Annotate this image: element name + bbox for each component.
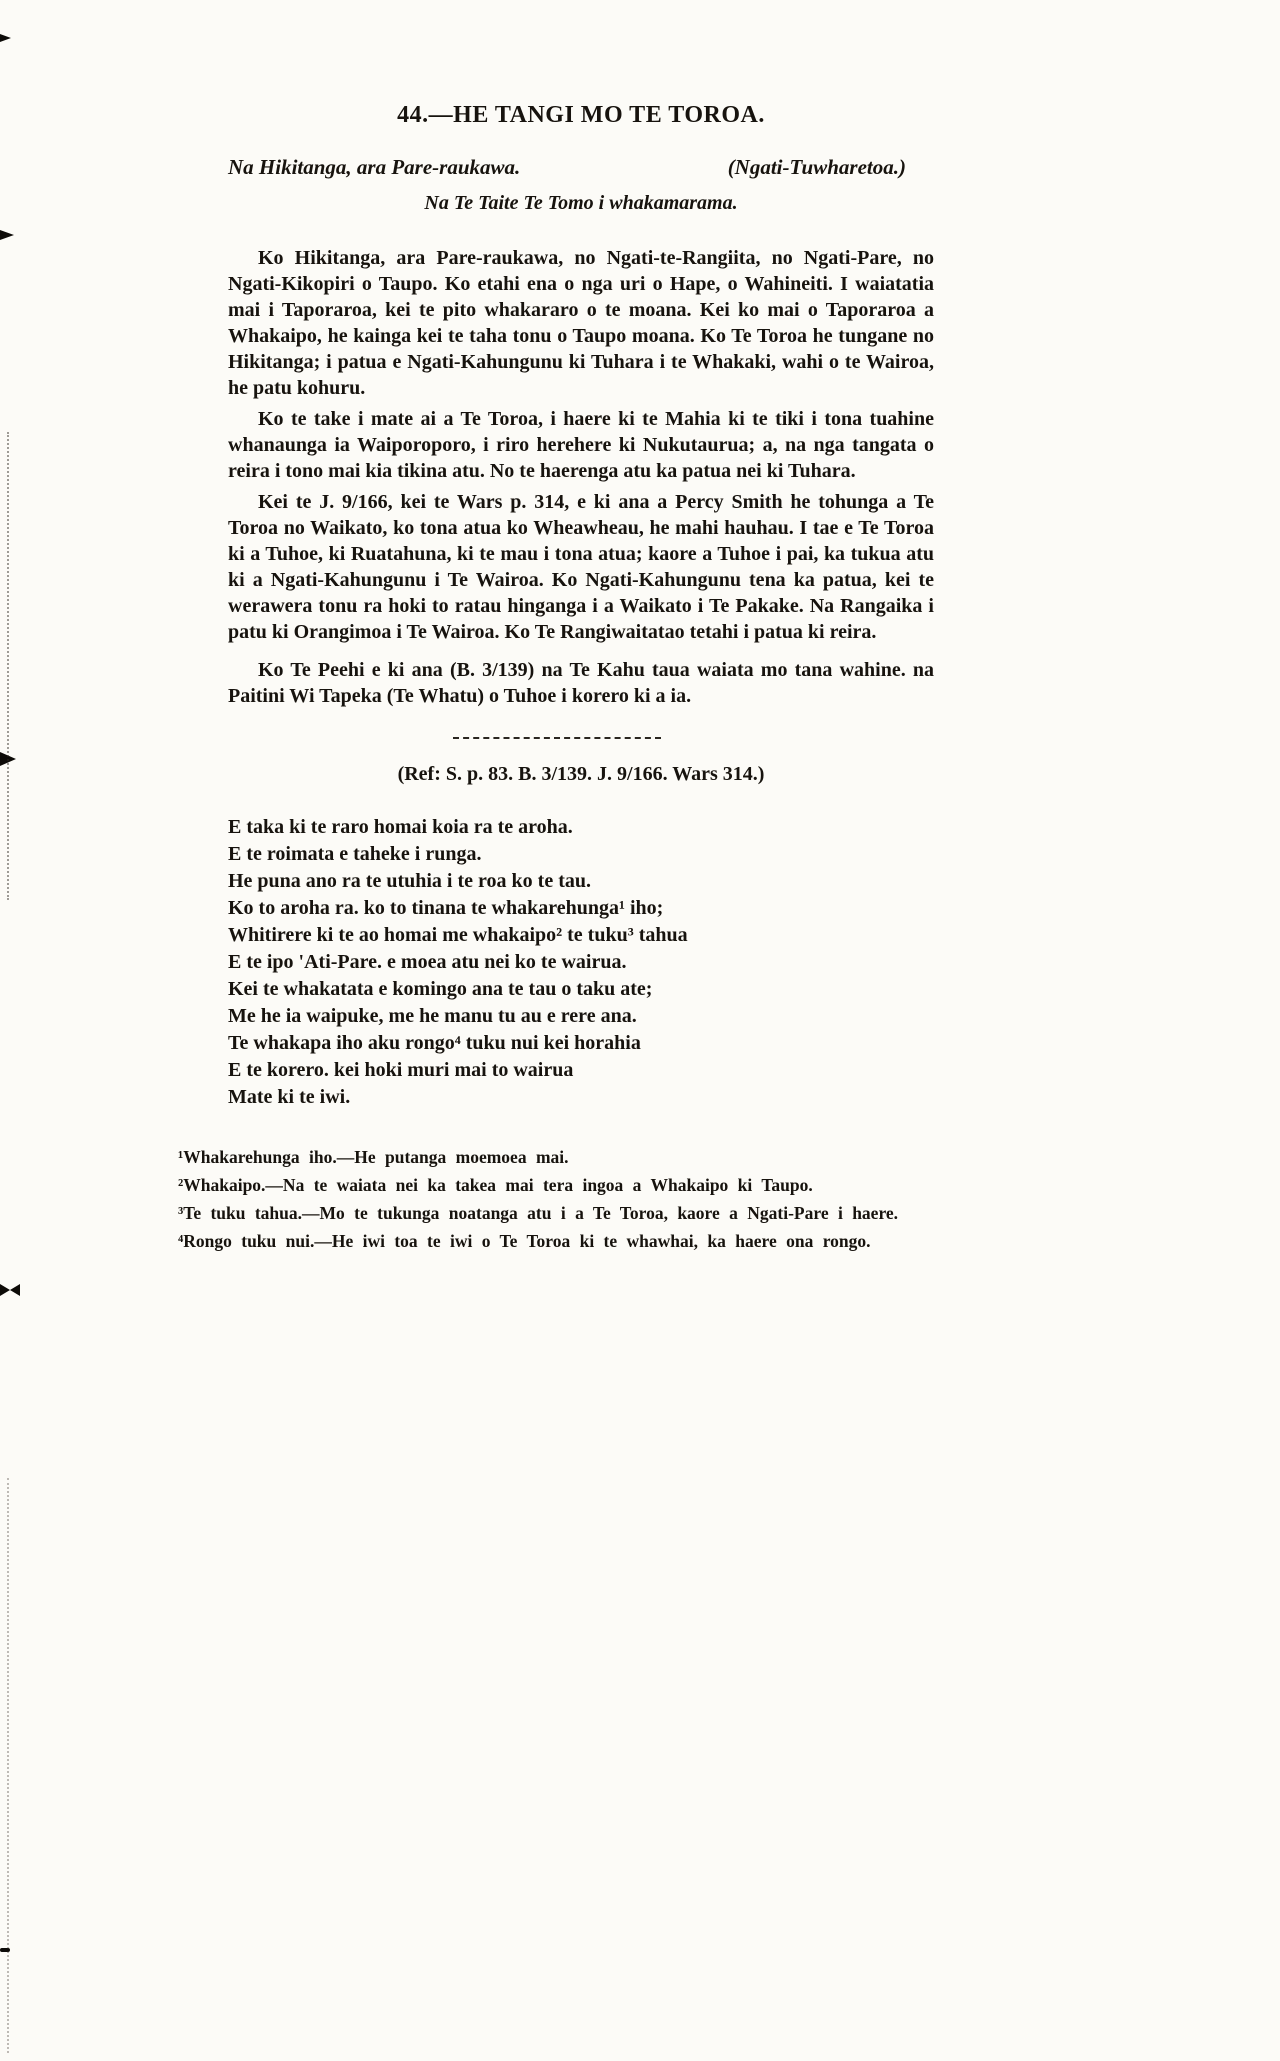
poem-line-2: E te roimata e taheke i runga. xyxy=(228,843,482,865)
attribution-author: Na Hikitanga, ara Pare-raukawa. xyxy=(228,155,521,179)
scan-mark-pen xyxy=(0,230,14,240)
page-title: 44.—HE TANGI MO TE TOROA. xyxy=(397,102,765,128)
paragraph-4: Ko Te Peehi e ki ana (B. 3/139) na Te Kahu taua waiata mo tana wahine. na Paitini Wi Tapeka (Te Whatu) o Tuhoe i korero ki a ia. xyxy=(228,659,934,707)
poem-line-5: Whitirere ki te ao homai me whakaipo² te tuku³ tahua xyxy=(228,924,688,946)
scan-mark-bowtie xyxy=(0,1284,20,1296)
prose-section xyxy=(228,245,934,709)
page-content xyxy=(178,102,934,1257)
attribution-line xyxy=(228,155,934,180)
scan-mark-arrow xyxy=(0,34,11,42)
footnote-4: ⁴Rongo tuku nui.—He iwi toa te iwi o Te Toroa ki te whawhai, ka haere ona rongo. xyxy=(178,1231,871,1251)
footnote-1: ¹Whakarehunga iho.—He putanga moemoea mai. xyxy=(178,1147,569,1167)
scan-dotted-line-upper xyxy=(7,432,9,900)
footnote-2: ²Whakaipo.—Na te waiata nei ka takea mai tera ingoa a Whakaipo ki Taupo. xyxy=(178,1175,813,1195)
poem-line-1: E taka ki te raro homai koia ra te aroha. xyxy=(228,816,573,838)
scan-dotted-line-lower xyxy=(7,1478,9,2053)
poem-line-7: Kei te whakatata e komingo ana te tau o taku ate; xyxy=(228,978,653,1000)
poem-line-8: Me he ia waipuke, me he manu tu au e rere ana. xyxy=(228,1005,637,1027)
poem-line-3: He puna ano ra te utuhia i te roa ko te tau. xyxy=(228,870,591,892)
paragraph-1: Ko Hikitanga, ara Pare-raukawa, no Ngati-te-Rangiita, no Ngati-Pare, no Ngati-Kikopiri o Taupo. Ko etahi ena o nga uri o Hape, o Wahineiti. I waiatatia mai i Taporaroa, kei te pito whakararo o te moana. Kei ko mai o Taporaroa a Whakaipo, he kainga kei te taha tonu o Taupo moana. Ko Te Toroa he tungane no Hikitanga; i patua e Ngati-Kahungunu ki Tuhara i te Whakaki, wahi o te Wairoa, he patu kohuru. xyxy=(228,247,934,399)
section-divider xyxy=(453,737,661,739)
poem-line-6: E te ipo 'Ati-Pare. e moea atu nei ko te wairua. xyxy=(228,951,627,973)
footnotes-section xyxy=(178,1145,936,1253)
poem-line-11: Mate ki te iwi. xyxy=(228,1086,351,1108)
paragraph-2: Ko te take i mate ai a Te Toroa, i haere ki te Mahia ki te tiki i tona tuahine whanaunga ia Waiporoporo, i riro herehere ki Nukutaurua; a, na nga tangata o reira i tono mai kia tikina atu. No te haerenga atu ka patua nei ki Tuhara. xyxy=(228,408,934,482)
poem-line-10: E te korero. kei hoki muri mai to wairua xyxy=(228,1059,574,1081)
poem-section xyxy=(228,814,934,1111)
poem-line-4: Ko to aroha ra. ko to tinana te whakarehunga¹ iho; xyxy=(228,897,664,919)
reference-line: (Ref: S. p. 83. B. 3/139. J. 9/166. Wars 314.) xyxy=(397,763,765,785)
poem-line-9: Te whakapa iho aku rongo⁴ tuku nui kei horahia xyxy=(228,1032,641,1054)
footnote-3: ³Te tuku tahua.—Mo te tukunga noatanga atu i a Te Toroa, kaore a Ngati-Pare i haere. xyxy=(178,1203,899,1223)
paragraph-3: Kei te J. 9/166, kei te Wars p. 314, e ki ana a Percy Smith he tohunga a Te Toroa no Waikato, ko tona atua ko Wheawheau, he mahi hauhau. I tae e Te Toroa ki a Tuhoe, ki Ruatahuna, ki te mau i tona atua; kaore a Tuhoe i pai, ka tukua atu ki a Ngati-Kahungunu i Te Wairoa. Ko Ngati-Kahungunu tena ka patua, kei te werawera tonu ra hoki to ratau hinganga i a Waikato i Te Pakake. Na Rangaika i patu ki Orangimoa i Te Wairoa. Ko Te Rangiwaitatao tetahi i patua ki reira. xyxy=(228,491,934,643)
attribution-translator: Na Te Taite Te Tomo i whakamarama. xyxy=(424,192,738,214)
attribution-tribe: (Ngati-Tuwharetoa.) xyxy=(727,155,906,179)
